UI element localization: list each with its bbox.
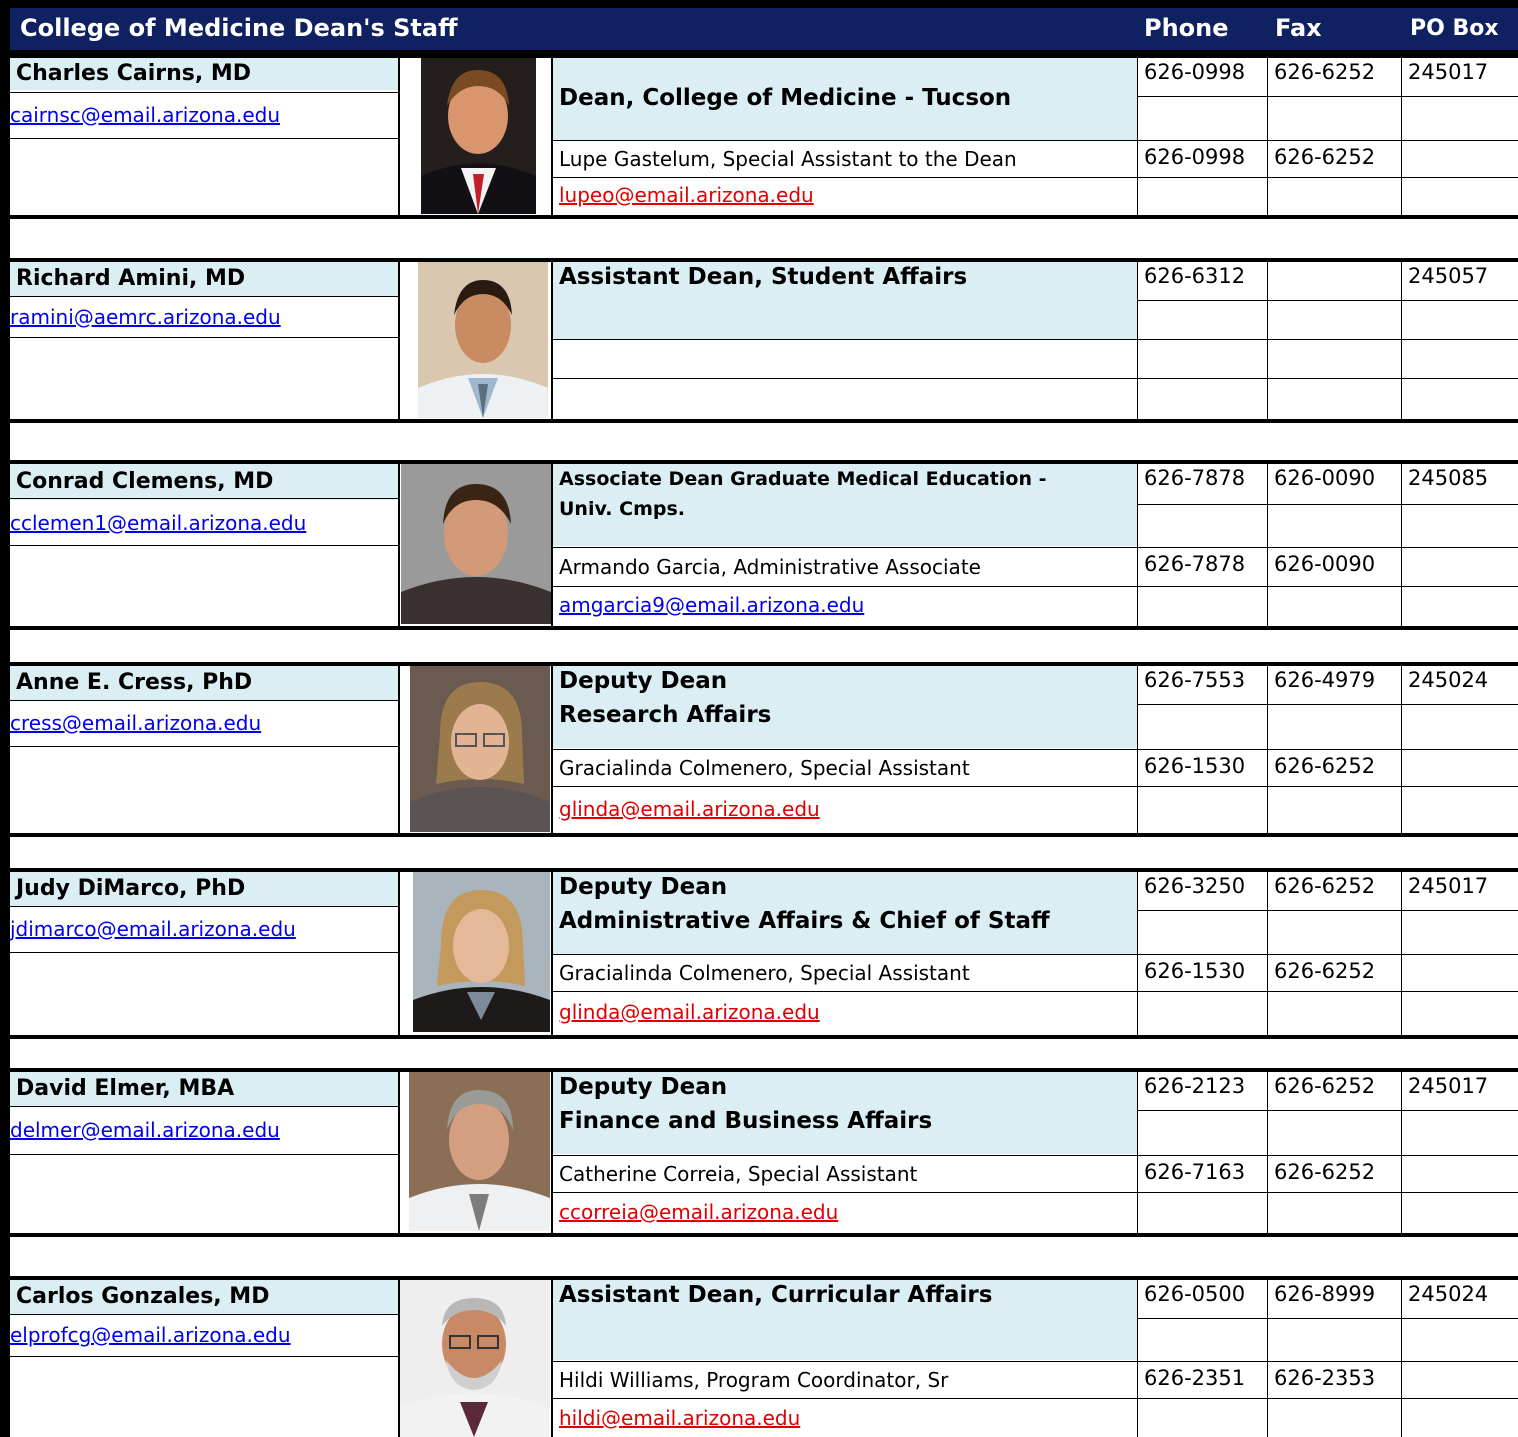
grid-line <box>1401 868 1402 1035</box>
assistant-fax: 626-6252 <box>1274 959 1376 983</box>
grid-line <box>1401 460 1402 626</box>
staff-title-line: Univ. Cmps. <box>559 498 686 520</box>
staff-phone: 626-0998 <box>1144 60 1246 84</box>
man-gray-hair-portrait-icon <box>409 1070 550 1231</box>
assistant-phone: 626-7163 <box>1144 1160 1246 1184</box>
grid-line <box>10 1314 398 1315</box>
grid-line <box>10 460 1518 464</box>
spacer-row <box>10 1236 1518 1276</box>
grid-line <box>1267 54 1268 215</box>
assistant-fax: 626-6252 <box>1274 754 1376 778</box>
staff-phone: 626-2123 <box>1144 1074 1246 1098</box>
man-white-coat-portrait-icon <box>418 260 548 418</box>
grid-line <box>1137 1318 1518 1319</box>
assistant-email-link[interactable]: amgarcia9@email.arizona.edu <box>559 593 865 617</box>
assistant-name: Hildi Williams, Program Coordinator, Sr <box>559 1368 949 1392</box>
assistant-fax: 626-6252 <box>1274 1160 1376 1184</box>
grid-line <box>398 258 400 419</box>
staff-fax: 626-8999 <box>1274 1282 1376 1306</box>
grid-line <box>1137 786 1518 787</box>
staff-name: Richard Amini, MD <box>10 260 398 296</box>
grid-line <box>1137 1398 1518 1399</box>
grid-line <box>10 1068 1518 1072</box>
staff-title <box>553 1070 1138 1154</box>
spacer-row <box>10 422 1518 458</box>
staff-email-link[interactable]: cairnsc@email.arizona.edu <box>10 103 281 127</box>
grid-line <box>1401 662 1402 833</box>
grid-line <box>10 545 398 546</box>
grid-line <box>10 498 398 499</box>
grid-line <box>10 1356 398 1357</box>
left-border <box>0 0 10 1437</box>
grid-line <box>1267 662 1268 833</box>
spacer-row <box>10 628 1518 662</box>
grid-line <box>551 1398 1137 1399</box>
staff-fax: 626-6252 <box>1274 60 1376 84</box>
staff-title <box>553 870 1138 954</box>
assistant-name: Gracialinda Colmenero, Special Assistant <box>559 961 970 985</box>
staff-fax: 626-6252 <box>1274 1074 1376 1098</box>
grid-line <box>1137 662 1138 833</box>
staff-phone: 626-3250 <box>1144 874 1246 898</box>
grid-line <box>10 1035 1518 1039</box>
staff-title-line: Deputy Dean <box>559 1074 728 1100</box>
staff-photo <box>409 1070 550 1231</box>
grid-line <box>10 868 1518 872</box>
page-title: College of Medicine Dean's Staff <box>20 14 458 42</box>
staff-email-link[interactable]: elprofcg@email.arizona.edu <box>10 1323 291 1347</box>
grid-line <box>10 258 1518 262</box>
grid-line <box>1267 1276 1268 1437</box>
staff-po-box: 245024 <box>1408 668 1489 692</box>
grid-line <box>551 460 553 626</box>
grid-line <box>1137 1110 1518 1111</box>
grid-line <box>1267 868 1268 1035</box>
photo-margin <box>401 56 421 214</box>
grid-line <box>398 460 400 626</box>
grid-line <box>1137 140 1518 141</box>
staff-po-box: 245085 <box>1408 466 1489 490</box>
grid-line <box>551 1068 553 1233</box>
grid-line <box>1137 1361 1518 1362</box>
staff-po-box: 245024 <box>1408 1282 1489 1306</box>
grid-line <box>1137 339 1518 340</box>
grid-line <box>10 662 1518 666</box>
grid-line <box>1267 460 1268 626</box>
grid-line <box>10 419 1518 423</box>
grid-line <box>551 54 553 215</box>
staff-po-box: 245017 <box>1408 874 1489 898</box>
grid-line <box>551 1192 1137 1193</box>
staff-photo <box>410 664 550 832</box>
spacer-row <box>10 1038 1518 1068</box>
header-bar <box>10 8 1518 54</box>
assistant-phone: 626-2351 <box>1144 1366 1246 1390</box>
staff-name: Carlos Gonzales, MD <box>10 1278 398 1314</box>
assistant-fax: 626-6252 <box>1274 145 1376 169</box>
staff-fax <box>1268 260 1402 300</box>
grid-line <box>10 92 398 93</box>
grid-line <box>551 378 1137 379</box>
assistant-email-link[interactable]: ccorreia@email.arizona.edu <box>559 1200 839 1224</box>
grid-line <box>1137 910 1518 911</box>
grid-line <box>10 626 1518 630</box>
assistant-name: Gracialinda Colmenero, Special Assistant <box>559 756 970 780</box>
top-border <box>0 0 1518 8</box>
grid-line <box>551 547 1137 548</box>
grid-line <box>551 662 553 833</box>
grid-line <box>1401 54 1402 215</box>
grid-line <box>551 954 1137 955</box>
fax-column-header: Fax <box>1275 14 1322 42</box>
grid-line <box>398 868 400 1035</box>
staff-fax: 626-0090 <box>1274 466 1376 490</box>
assistant-email-link[interactable]: lupeo@email.arizona.edu <box>559 183 814 207</box>
grid-line <box>1137 1155 1518 1156</box>
assistant-fax: 626-2353 <box>1274 1366 1376 1390</box>
grid-line <box>10 906 398 907</box>
staff-po-box: 245017 <box>1408 1074 1489 1098</box>
staff-name: Anne E. Cress, PhD <box>10 664 398 700</box>
staff-fax: 626-6252 <box>1274 874 1376 898</box>
grid-line <box>551 1361 1137 1362</box>
grid-line <box>551 586 1137 587</box>
staff-title-line: Deputy Dean <box>559 668 728 694</box>
grid-line <box>10 1276 1518 1280</box>
grid-line <box>551 1155 1137 1156</box>
staff-title: Assistant Dean, Student Affairs <box>553 260 1138 340</box>
grid-line <box>1137 954 1518 955</box>
grid-line <box>1137 1192 1518 1193</box>
grid-line <box>1137 96 1518 97</box>
grid-line <box>10 952 398 953</box>
grid-line <box>398 1276 400 1437</box>
assistant-phone: 626-7878 <box>1144 552 1246 576</box>
staff-name: Conrad Clemens, MD <box>10 462 398 500</box>
assistant-phone: 626-1530 <box>1144 959 1246 983</box>
grid-line <box>1137 704 1518 705</box>
grid-line <box>1137 460 1138 626</box>
assistant-email-link[interactable]: glinda@email.arizona.edu <box>559 1000 820 1024</box>
grid-line <box>1401 1068 1402 1233</box>
staff-photo <box>413 870 550 1032</box>
staff-title-line: Deputy Dean <box>559 874 728 900</box>
staff-name: Judy DiMarco, PhD <box>10 870 398 906</box>
man-red-tie-portrait-icon <box>421 56 536 214</box>
grid-line <box>1137 54 1138 215</box>
grid-line <box>10 1233 1518 1237</box>
staff-title-line: Research Affairs <box>559 702 772 728</box>
grid-line <box>551 339 1137 340</box>
staff-title-line: Associate Dean Graduate Medical Education - <box>559 468 1047 490</box>
grid-line <box>1137 1068 1138 1233</box>
assistant-email-link[interactable]: glinda@email.arizona.edu <box>559 797 820 821</box>
grid-line <box>1137 378 1518 379</box>
grid-line <box>551 868 553 1035</box>
grid-line <box>551 786 1137 787</box>
grid-line <box>1137 300 1518 301</box>
grid-line <box>10 1154 398 1155</box>
grid-line <box>1137 547 1518 548</box>
staff-email-link[interactable]: ramini@aemrc.arizona.edu <box>10 305 281 329</box>
staff-email-link[interactable]: jdimarco@email.arizona.edu <box>10 917 296 941</box>
grid-line <box>551 1276 553 1437</box>
staff-email-link[interactable]: cclemen1@email.arizona.edu <box>10 511 307 535</box>
grid-line <box>1137 749 1518 750</box>
staff-phone: 626-6312 <box>1144 264 1246 288</box>
staff-phone: 626-0500 <box>1144 1282 1246 1306</box>
staff-title: Dean, College of Medicine - Tucson <box>553 56 1138 140</box>
grid-line <box>10 54 1518 58</box>
staff-email-link[interactable]: cress@email.arizona.edu <box>10 711 262 735</box>
assistant-email-link[interactable]: hildi@email.arizona.edu <box>559 1406 801 1430</box>
assistant-name: Armando Garcia, Administrative Associate <box>559 555 981 579</box>
man-glasses-beard-portrait-icon <box>398 1278 550 1437</box>
assistant-phone: 626-0998 <box>1144 145 1246 169</box>
grid-line <box>10 138 398 139</box>
grid-line <box>1137 586 1518 587</box>
staff-title <box>553 664 1138 748</box>
staff-phone: 626-7878 <box>1144 466 1246 490</box>
staff-title: Assistant Dean, Curricular Affairs <box>553 1278 1138 1360</box>
grid-line <box>10 215 1518 219</box>
spacer-row <box>10 836 1518 868</box>
grid-line <box>551 749 1137 750</box>
staff-photo <box>401 462 551 624</box>
grid-line <box>551 991 1137 992</box>
assistant-fax: 626-0090 <box>1274 552 1376 576</box>
phone-column-header: Phone <box>1144 14 1229 42</box>
grid-line <box>398 1068 400 1233</box>
staff-title-line: Finance and Business Affairs <box>559 1108 933 1134</box>
grid-line <box>551 177 1137 178</box>
grid-line <box>1137 868 1138 1035</box>
grid-line <box>10 337 398 338</box>
grid-line <box>1137 991 1518 992</box>
staff-name: David Elmer, MBA <box>10 1070 398 1106</box>
grid-line <box>1137 1276 1138 1437</box>
grid-line <box>10 1106 398 1107</box>
grid-line <box>10 746 398 747</box>
staff-name: Charles Cairns, MD <box>10 56 398 90</box>
grid-line <box>10 296 398 297</box>
grid-line <box>398 662 400 833</box>
assistant-phone: 626-1530 <box>1144 754 1246 778</box>
grid-line <box>10 700 398 701</box>
staff-photo <box>418 260 548 418</box>
grid-line <box>10 833 1518 837</box>
staff-photo <box>421 56 536 214</box>
staff-email-link[interactable]: delmer@email.arizona.edu <box>10 1118 280 1142</box>
woman-glasses-portrait-icon <box>410 664 550 832</box>
spacer-row <box>10 218 1518 256</box>
assistant-name: Catherine Correia, Special Assistant <box>559 1162 918 1186</box>
woman-blonde-portrait-icon <box>413 870 550 1032</box>
staff-po-box: 245057 <box>1408 264 1489 288</box>
staff-phone: 626-7553 <box>1144 668 1246 692</box>
assistant-name: Lupe Gastelum, Special Assistant to the Dean <box>559 147 1017 171</box>
staff-po-box: 245017 <box>1408 60 1489 84</box>
staff-photo <box>398 1278 550 1437</box>
grid-line <box>398 54 400 215</box>
staff-title <box>553 462 1138 546</box>
grid-line <box>1267 1068 1268 1233</box>
staff-title-line: Administrative Affairs & Chief of Staff <box>559 908 1050 934</box>
staff-fax: 626-4979 <box>1274 668 1376 692</box>
po-box-column-header: PO Box <box>1410 16 1499 41</box>
grid-line <box>1137 504 1518 505</box>
grid-line <box>1401 1276 1402 1437</box>
grid-line <box>551 140 1137 141</box>
man-dark-shirt-portrait-icon <box>401 462 551 624</box>
grid-line <box>1137 177 1518 178</box>
